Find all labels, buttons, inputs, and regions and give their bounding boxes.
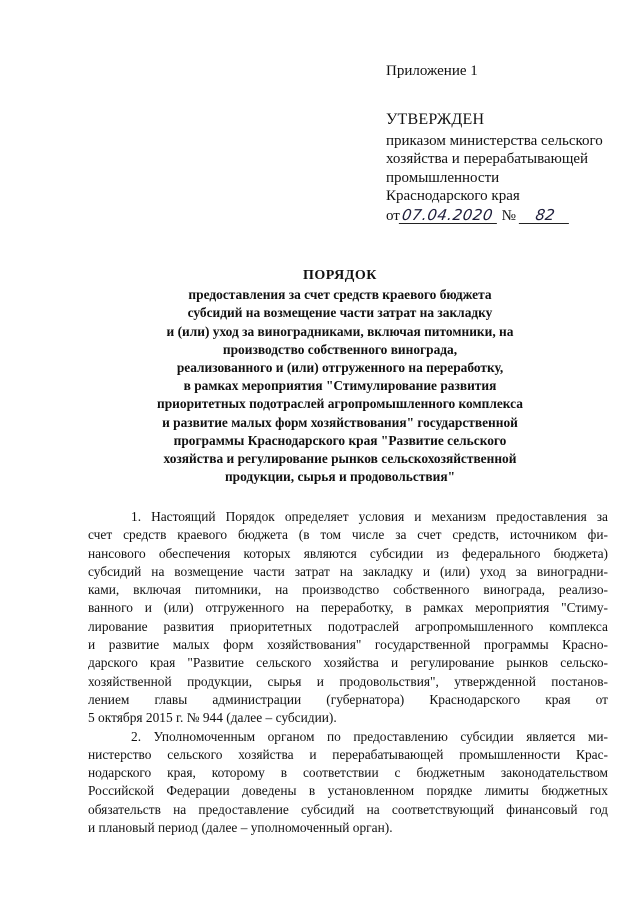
body-line: хозяйственной продукции, сырья и продовольствия", утвержденной постанов- [88,673,608,689]
body-line: Российской Федерации доведены в установленном порядке лимиты бюджетных [88,783,608,799]
body-line: субсидий на возмещение части затрат на закладку и (или) уход за виноградни- [88,563,608,579]
title-line: предоставления за счет средств краевого бюджета [188,287,492,303]
body-line: 5 октября 2015 г. № 944 (далее – субсидии). [88,710,337,726]
title-line: продукции, сырья и продовольствия" [224,469,456,485]
approval-line: приказом министерства сельского [386,132,603,149]
title-line: субсидий на возмещение части затрат на закладку [187,305,493,321]
paragraph-1 [88,508,608,728]
body-line: обязательств на предоставление субсидий на соответствующий финансовый год [88,801,608,817]
approval-block [386,111,626,225]
number-prefix: № [501,207,516,224]
paragraph-2 [88,728,608,838]
body-line: 1. Настоящий Порядок определяет условия и механизм предоставления за [131,509,608,524]
date-prefix: от [386,207,400,224]
body-line: нансового обеспечения которых являются субсидии из федерального бюджета) [88,545,608,561]
title-line: хозяйства и регулирование рынков сельскохозяйственной [163,451,517,467]
approval-line: Краснодарского края [386,188,520,204]
title-line: и (или) уход за виноградниками, включая питомники, на [166,323,514,339]
body-line: дарского края "Развитие сельского хозяйства и регулирование рынков сельско- [88,655,608,671]
handwritten-date: 07.04.2020 [399,207,499,224]
appendix-label: Приложение 1 [386,63,478,79]
body-line: лирование развития приоритетных подотраслей агропромышленного комплекса [88,618,608,634]
title-line: в рамках мероприятия "Стимулирование развития [183,378,497,394]
title-line: приоритетных подотраслей агропромышленного комплекса [157,396,523,412]
body-line: и развитие малых форм хозяйствования" государственной программы Красно- [88,637,608,653]
title-line: программы Краснодарского края "Развитие сельского [173,432,507,448]
approved-label: УТВЕРЖДЕН [386,111,485,128]
body-line: ванного и (или) отгруженного на переработку, в рамках мероприятия "Стиму- [88,600,608,616]
body-line: 2. Уполномоченным органом по предоставлению субсидии является ми- [131,728,608,744]
body-line: счет средств краевого бюджета (в том числе за счет средств, источником фи- [88,527,608,543]
body-line: нодарского края, которому в соответствии с бюджетным законодательством [88,765,608,781]
body-line: ками, включая питомники, на производство собственного винограда, реализо- [88,582,608,598]
approval-line: хозяйства и перерабатывающей [386,151,589,167]
title-line: и развитие малых форм хозяйствования" государственной [162,414,518,430]
body-line: и плановый период (далее – уполномоченный орган). [88,820,393,836]
title-main: ПОРЯДОК [303,268,377,283]
body-line: лением главы администрации (губернатора) Краснодарского края от [88,691,608,707]
document-body [88,508,608,837]
order-date-number [386,207,626,226]
handwritten-number: 82 [518,207,570,224]
approval-line: промышленности [386,169,500,186]
document-title [120,267,560,486]
title-line: реализованного и (или) отгруженного на переработку, [176,360,504,376]
title-line: производство собственного винограда, [222,341,458,357]
body-line: нистерство сельского хозяйства и перерабатывающей промышленности Крас- [88,746,608,762]
